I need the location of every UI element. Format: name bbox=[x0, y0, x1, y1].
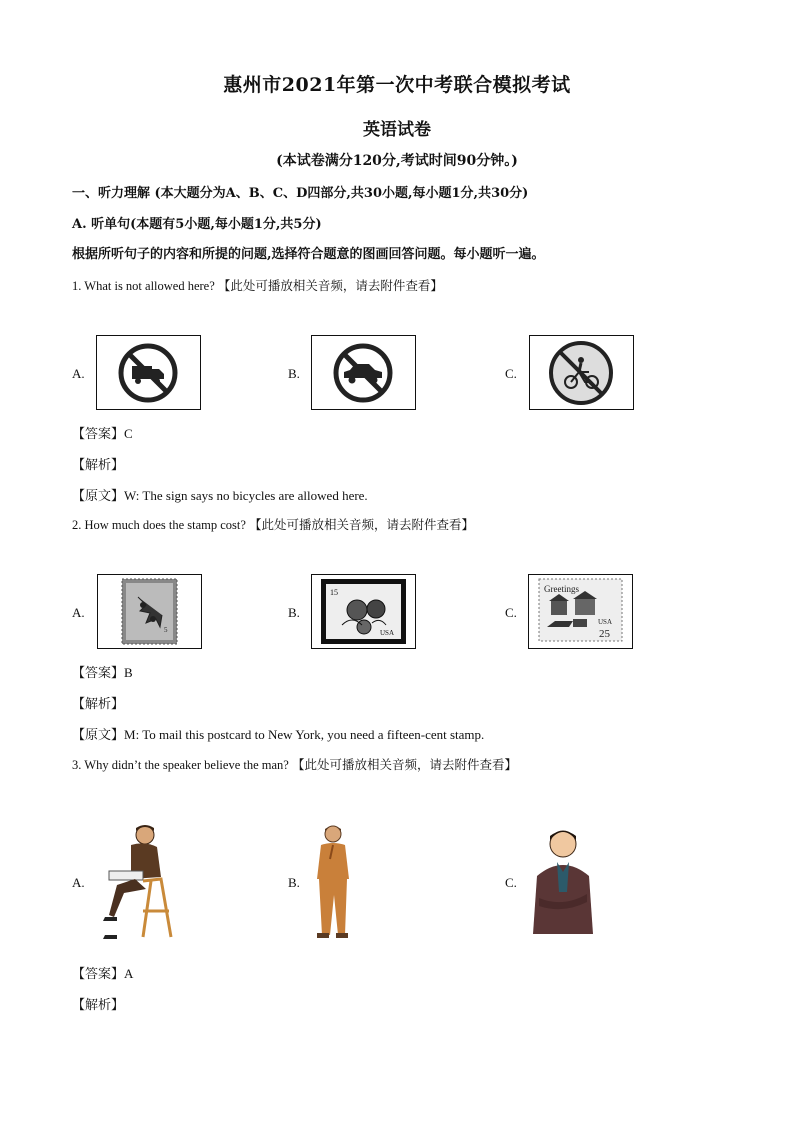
answer-value: B bbox=[124, 665, 133, 680]
no-truck-sign-icon bbox=[97, 336, 200, 409]
thinking-man-icon bbox=[308, 823, 358, 941]
no-car-sign-icon bbox=[312, 336, 415, 409]
subject-title: 英语试卷 bbox=[363, 120, 431, 140]
part-a-heading: A. 听单句(本题有5小题,每小题1分,共5分) bbox=[72, 217, 322, 232]
stamp-c-value: 25 bbox=[599, 628, 610, 640]
q1-option-c-label: C. bbox=[505, 366, 517, 381]
greetings-stamp-icon bbox=[529, 575, 632, 648]
q2-option-c-label: C. bbox=[505, 605, 517, 620]
no-bicycle-sign-icon bbox=[530, 336, 633, 409]
exam-note: (本试卷满分120分,考试时间90分钟。) bbox=[276, 153, 518, 169]
q3-option-c-image[interactable] bbox=[527, 826, 599, 936]
holly-stamp-icon bbox=[98, 575, 201, 648]
q1-answer bbox=[72, 423, 133, 442]
q2-analysis-label: 【解析】 bbox=[72, 696, 125, 711]
transcript-text: W: The sign says no bicycles are allowed here. bbox=[124, 488, 368, 503]
q3-option-c-label: C. bbox=[505, 875, 517, 890]
q2-option-b-image[interactable] bbox=[311, 574, 416, 649]
q2-option-b-label: B. bbox=[288, 605, 300, 620]
answer-value: C bbox=[124, 426, 133, 441]
section-heading: 一、听力理解 (本大题分为A、B、C、D四部分,共30小题,每小题1分,共30分) bbox=[72, 186, 529, 201]
q2-option-a-label: A. bbox=[72, 605, 85, 620]
page-title: 惠州市2021年第一次中考联合模拟考试 bbox=[223, 74, 571, 96]
answer-label: 【答案】 bbox=[72, 426, 125, 441]
q2-answer bbox=[72, 662, 133, 681]
q2-transcript bbox=[72, 724, 484, 743]
q2-option-a-image[interactable] bbox=[97, 574, 202, 649]
stamp-b-country: USA bbox=[380, 629, 395, 637]
transcript-label: 【原文】 bbox=[72, 488, 125, 503]
seated-man-icon bbox=[95, 823, 175, 941]
q3-option-a-label: A. bbox=[72, 875, 85, 890]
q3-option-b-image[interactable] bbox=[308, 823, 358, 941]
stamp-a-value: 5 bbox=[164, 626, 168, 634]
question-1-prompt: 1. What is not allowed here? 【此处可播放相关音频，请去附件查看】 bbox=[72, 279, 443, 293]
stamp-c-greeting: Greetings bbox=[544, 584, 579, 594]
confident-man-icon bbox=[527, 826, 599, 936]
answer-label: 【答案】 bbox=[72, 966, 125, 981]
q1-analysis-label: 【解析】 bbox=[72, 457, 125, 472]
q1-option-b-label: B. bbox=[288, 366, 300, 381]
q1-option-a-image[interactable] bbox=[96, 335, 201, 410]
q1-option-c-image[interactable] bbox=[529, 335, 634, 410]
rose-stamp-icon bbox=[312, 575, 415, 648]
q3-answer bbox=[72, 963, 133, 982]
q1-option-a-label: A. bbox=[72, 366, 85, 381]
q1-transcript bbox=[72, 485, 368, 504]
stamp-c-country: USA bbox=[598, 618, 613, 626]
q1-option-b-image[interactable] bbox=[311, 335, 416, 410]
q3-option-a-image[interactable] bbox=[95, 823, 175, 941]
question-2-prompt: 2. How much does the stamp cost? 【此处可播放相关音频，请去附件查看】 bbox=[72, 518, 475, 532]
answer-value: A bbox=[124, 966, 134, 981]
stamp-b-value: 15 bbox=[330, 588, 338, 597]
transcript-text: M: To mail this postcard to New York, you need a fifteen-cent stamp. bbox=[124, 727, 485, 742]
q3-option-b-label: B. bbox=[288, 875, 300, 890]
question-3-prompt: 3. Why didn’t the speaker believe the man? 【此处可播放相关音频，请去附件查看】 bbox=[72, 758, 517, 772]
transcript-label: 【原文】 bbox=[72, 727, 125, 742]
answer-label: 【答案】 bbox=[72, 665, 125, 680]
q2-option-c-image[interactable] bbox=[528, 574, 633, 649]
instruction-text: 根据所听句子的内容和所提的问题,选择符合题意的图画回答问题。每小题听一遍。 bbox=[72, 247, 545, 262]
q3-analysis-label: 【解析】 bbox=[72, 997, 125, 1012]
